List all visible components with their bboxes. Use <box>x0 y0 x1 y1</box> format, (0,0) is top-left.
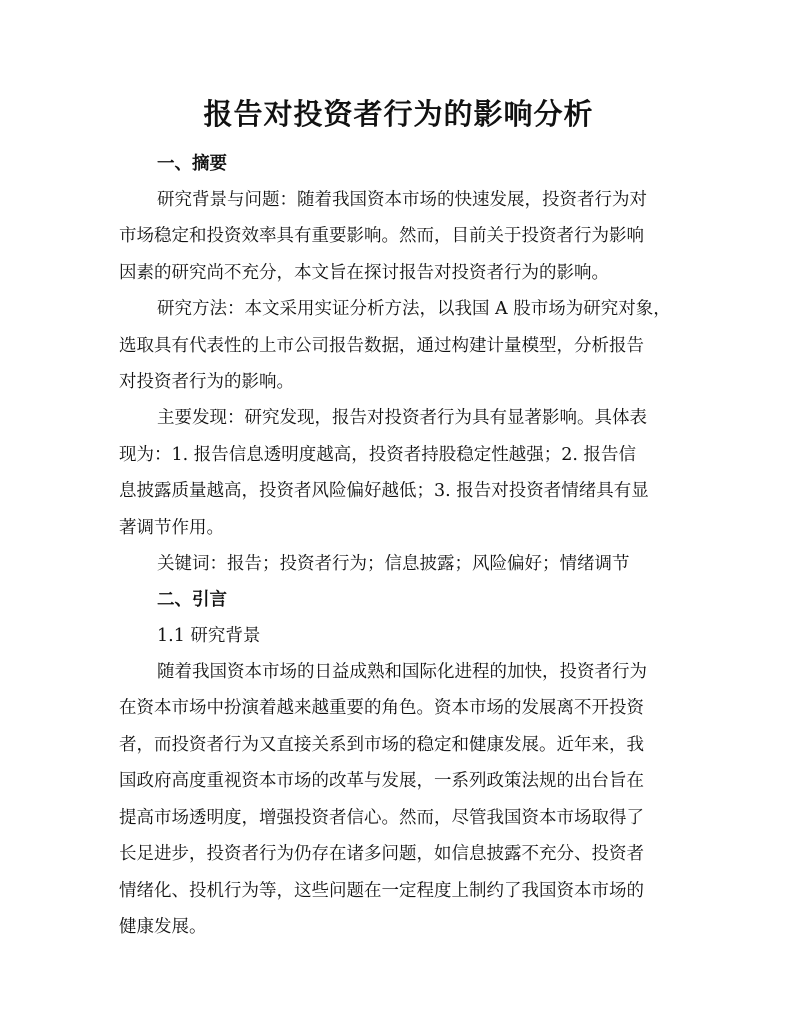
text-line: 主要发现：研究发现，报告对投资者行为具有显著影响。具体表 <box>157 408 647 429</box>
text-line: 健康发展。 <box>119 916 207 937</box>
abstract-findings-paragraph <box>119 400 678 546</box>
text-line: 因素的研究尚不充分，本文旨在探讨报告对投资者行为的影响。 <box>119 262 609 283</box>
text-line: 市场稳定和投资效率具有重要影响。然而，目前关于投资者行为影响 <box>119 226 644 247</box>
text-line: 研究背景与问题：随着我国资本市场的快速发展，投资者行为对 <box>157 190 647 210</box>
text-line: 研究方法：本文采用实证分析方法，以我国 A 股市场为研究对象， <box>157 299 671 320</box>
keywords-line: 关键词：报告；投资者行为；信息披露；风险偏好；情绪调节 <box>157 554 630 575</box>
subsection-heading-background: 1.1 研究背景 <box>157 626 261 647</box>
text-line: 提高市场透明度，增强投资者信心。然而，尽管我国资本市场取得了 <box>119 807 644 828</box>
text-line: 者，而投资者行为又直接关系到市场的稳定和健康发展。近年来，我 <box>119 734 644 755</box>
text-line: 在资本市场中扮演着越来越重要的角色。资本市场的发展离不开投资 <box>119 698 644 719</box>
text-line: 国政府高度重视资本市场的改革与发展，一系列政策法规的出台旨在 <box>119 771 644 792</box>
text-line: 现为：1. 报告信息透明度越高，投资者持股稳定性越强；2. 报告信 <box>119 444 637 465</box>
text-line: 对投资者行为的影响。 <box>119 372 294 393</box>
abstract-background-paragraph <box>119 182 678 291</box>
text-line: 选取具有代表性的上市公司报告数据，通过构建计量模型，分析报告 <box>119 335 644 356</box>
abstract-method-paragraph <box>119 291 678 400</box>
document-title: 报告对投资者行为的影响分析 <box>203 97 594 131</box>
text-line: 长足进步，投资者行为仍存在诸多问题，如信息披露不充分、投资者 <box>119 844 644 865</box>
text-line: 著调节作用。 <box>119 517 224 538</box>
text-line: 情绪化、投机行为等，这些问题在一定程度上制约了我国资本市场的 <box>119 880 644 901</box>
text-line: 随着我国资本市场的日益成熟和国际化进程的加快，投资者行为 <box>157 662 647 683</box>
section-heading-intro: 二、引言 <box>157 590 227 611</box>
section-heading-abstract: 一、摘要 <box>157 154 227 174</box>
intro-background-paragraph <box>119 654 678 945</box>
text-line: 息披露质量越高，投资者风险偏好越低；3. 报告对投资者情绪具有显 <box>119 481 649 502</box>
